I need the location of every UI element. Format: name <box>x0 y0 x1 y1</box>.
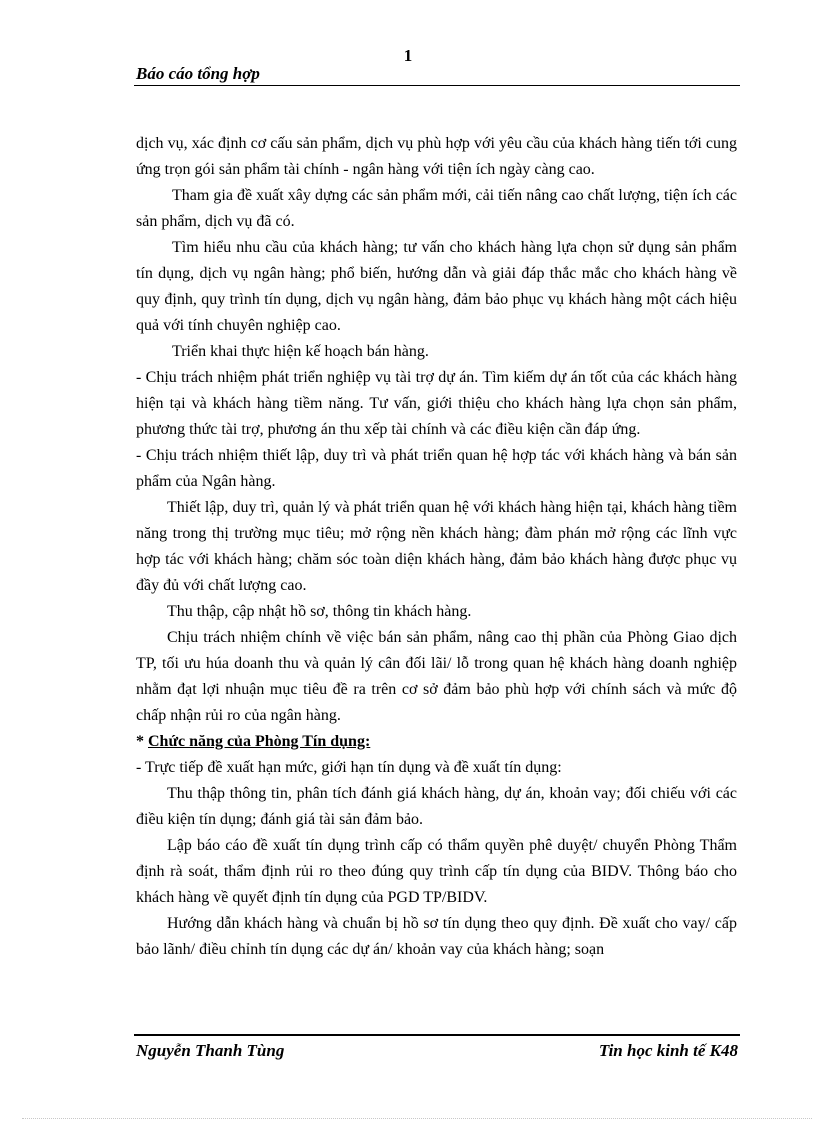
section-heading <box>136 729 737 755</box>
paragraph: Hướng dẫn khách hàng và chuẩn bị hồ sơ tín dụng theo quy định. Đề xuất cho vay/ cấp bảo lãnh/ điều chỉnh tín dụng các dự án/ khoản vay của khách hàng; soạn <box>136 915 737 958</box>
paragraph: - Trực tiếp đề xuất hạn mức, giới hạn tín dụng và đề xuất tín dụng: <box>136 759 562 776</box>
paragraph: Chịu trách nhiệm chính về việc bán sản phẩm, nâng cao thị phần của Phòng Giao dịch TP, tối ưu húa doanh thu và quản lý cân đối lãi/ lỗ trong quan hệ khách hàng doanh nghiệp nhằm đạt lợi nhuận mục tiêu đề ra trên cơ sở đảm bảo phù hợp với chính sách và mức độ chấp nhận rủi ro của ngân hàng. <box>136 629 737 724</box>
page-edge <box>22 1118 812 1119</box>
section-title: Chức năng của Phòng Tín dụng: <box>148 733 371 750</box>
header-rule <box>134 85 740 86</box>
section-bullet: * <box>136 733 148 750</box>
page-number: 1 <box>403 46 413 65</box>
paragraph: Thiết lập, duy trì, quản lý và phát triển quan hệ với khách hàng hiện tại, khách hàng tiềm năng trong thị trường mục tiêu; mở rộng nền khách hàng; đàm phán mở rộng các lĩnh vực hợp tác với khách hàng; chăm sóc toàn diện khách hàng, đảm bảo khách hàng được phục vụ đầy đủ với chất lượng cao. <box>136 499 737 594</box>
footer-rule <box>134 1034 740 1036</box>
paragraph: Triển khai thực hiện kế hoạch bán hàng. <box>172 343 429 360</box>
footer-author: Nguyễn Thanh Tùng <box>136 1041 285 1060</box>
document-body <box>136 131 737 963</box>
footer-class: Tin học kinh tế K48 <box>598 1041 738 1060</box>
paragraph: Lập báo cáo đề xuất tín dụng trình cấp có thẩm quyền phê duyệt/ chuyển Phòng Thẩm định rà soát, thẩm định rủi ro theo đúng quy trình cấp tín dụng của BIDV. Thông báo cho khách hàng về quyết định tín dụng của PGD TP/BIDV. <box>136 837 737 906</box>
paragraph: Tìm hiểu nhu cầu của khách hàng; tư vấn cho khách hàng lựa chọn sử dụng sản phẩm tín dụng, dịch vụ ngân hàng; phổ biến, hướng dẫn và giải đáp thắc mắc cho khách hàng về quy định, quy trình tín dụng, dịch vụ ngân hàng, đảm bảo phục vụ khách hàng một cách hiệu quả với tính chuyên nghiệp cao. <box>136 239 737 334</box>
paragraph: Thu thập thông tin, phân tích đánh giá khách hàng, dự án, khoản vay; đối chiếu với các điều kiện tín dụng; đánh giá tài sản đảm bảo. <box>136 785 737 828</box>
paragraph: - Chịu trách nhiệm thiết lập, duy trì và phát triển quan hệ hợp tác với khách hàng và bán sản phẩm của Ngân hàng. <box>136 447 737 490</box>
header-title: Báo cáo tổng hợp <box>136 64 260 83</box>
paragraph: Thu thập, cập nhật hồ sơ, thông tin khách hàng. <box>167 603 472 620</box>
paragraph: - Chịu trách nhiệm phát triển nghiệp vụ tài trợ dự án. Tìm kiếm dự án tốt của các khách hàng hiện tại và khách hàng tiềm năng. Tư vấn, giới thiệu cho khách hàng lựa chọn sản phẩm, phương thức tài trợ, phương án thu xếp tài chính và các điều kiện cần đáp ứng. <box>136 369 737 438</box>
paragraph: dịch vụ, xác định cơ cấu sản phẩm, dịch vụ phù hợp với yêu cầu của khách hàng tiến tới cung ứng trọn gói sản phẩm tài chính - ngân hàng với tiện ích ngày càng cao. <box>136 135 737 178</box>
paragraph: Tham gia đề xuất xây dựng các sản phẩm mới, cải tiến nâng cao chất lượng, tiện ích các sản phẩm, dịch vụ đã có. <box>136 187 737 230</box>
